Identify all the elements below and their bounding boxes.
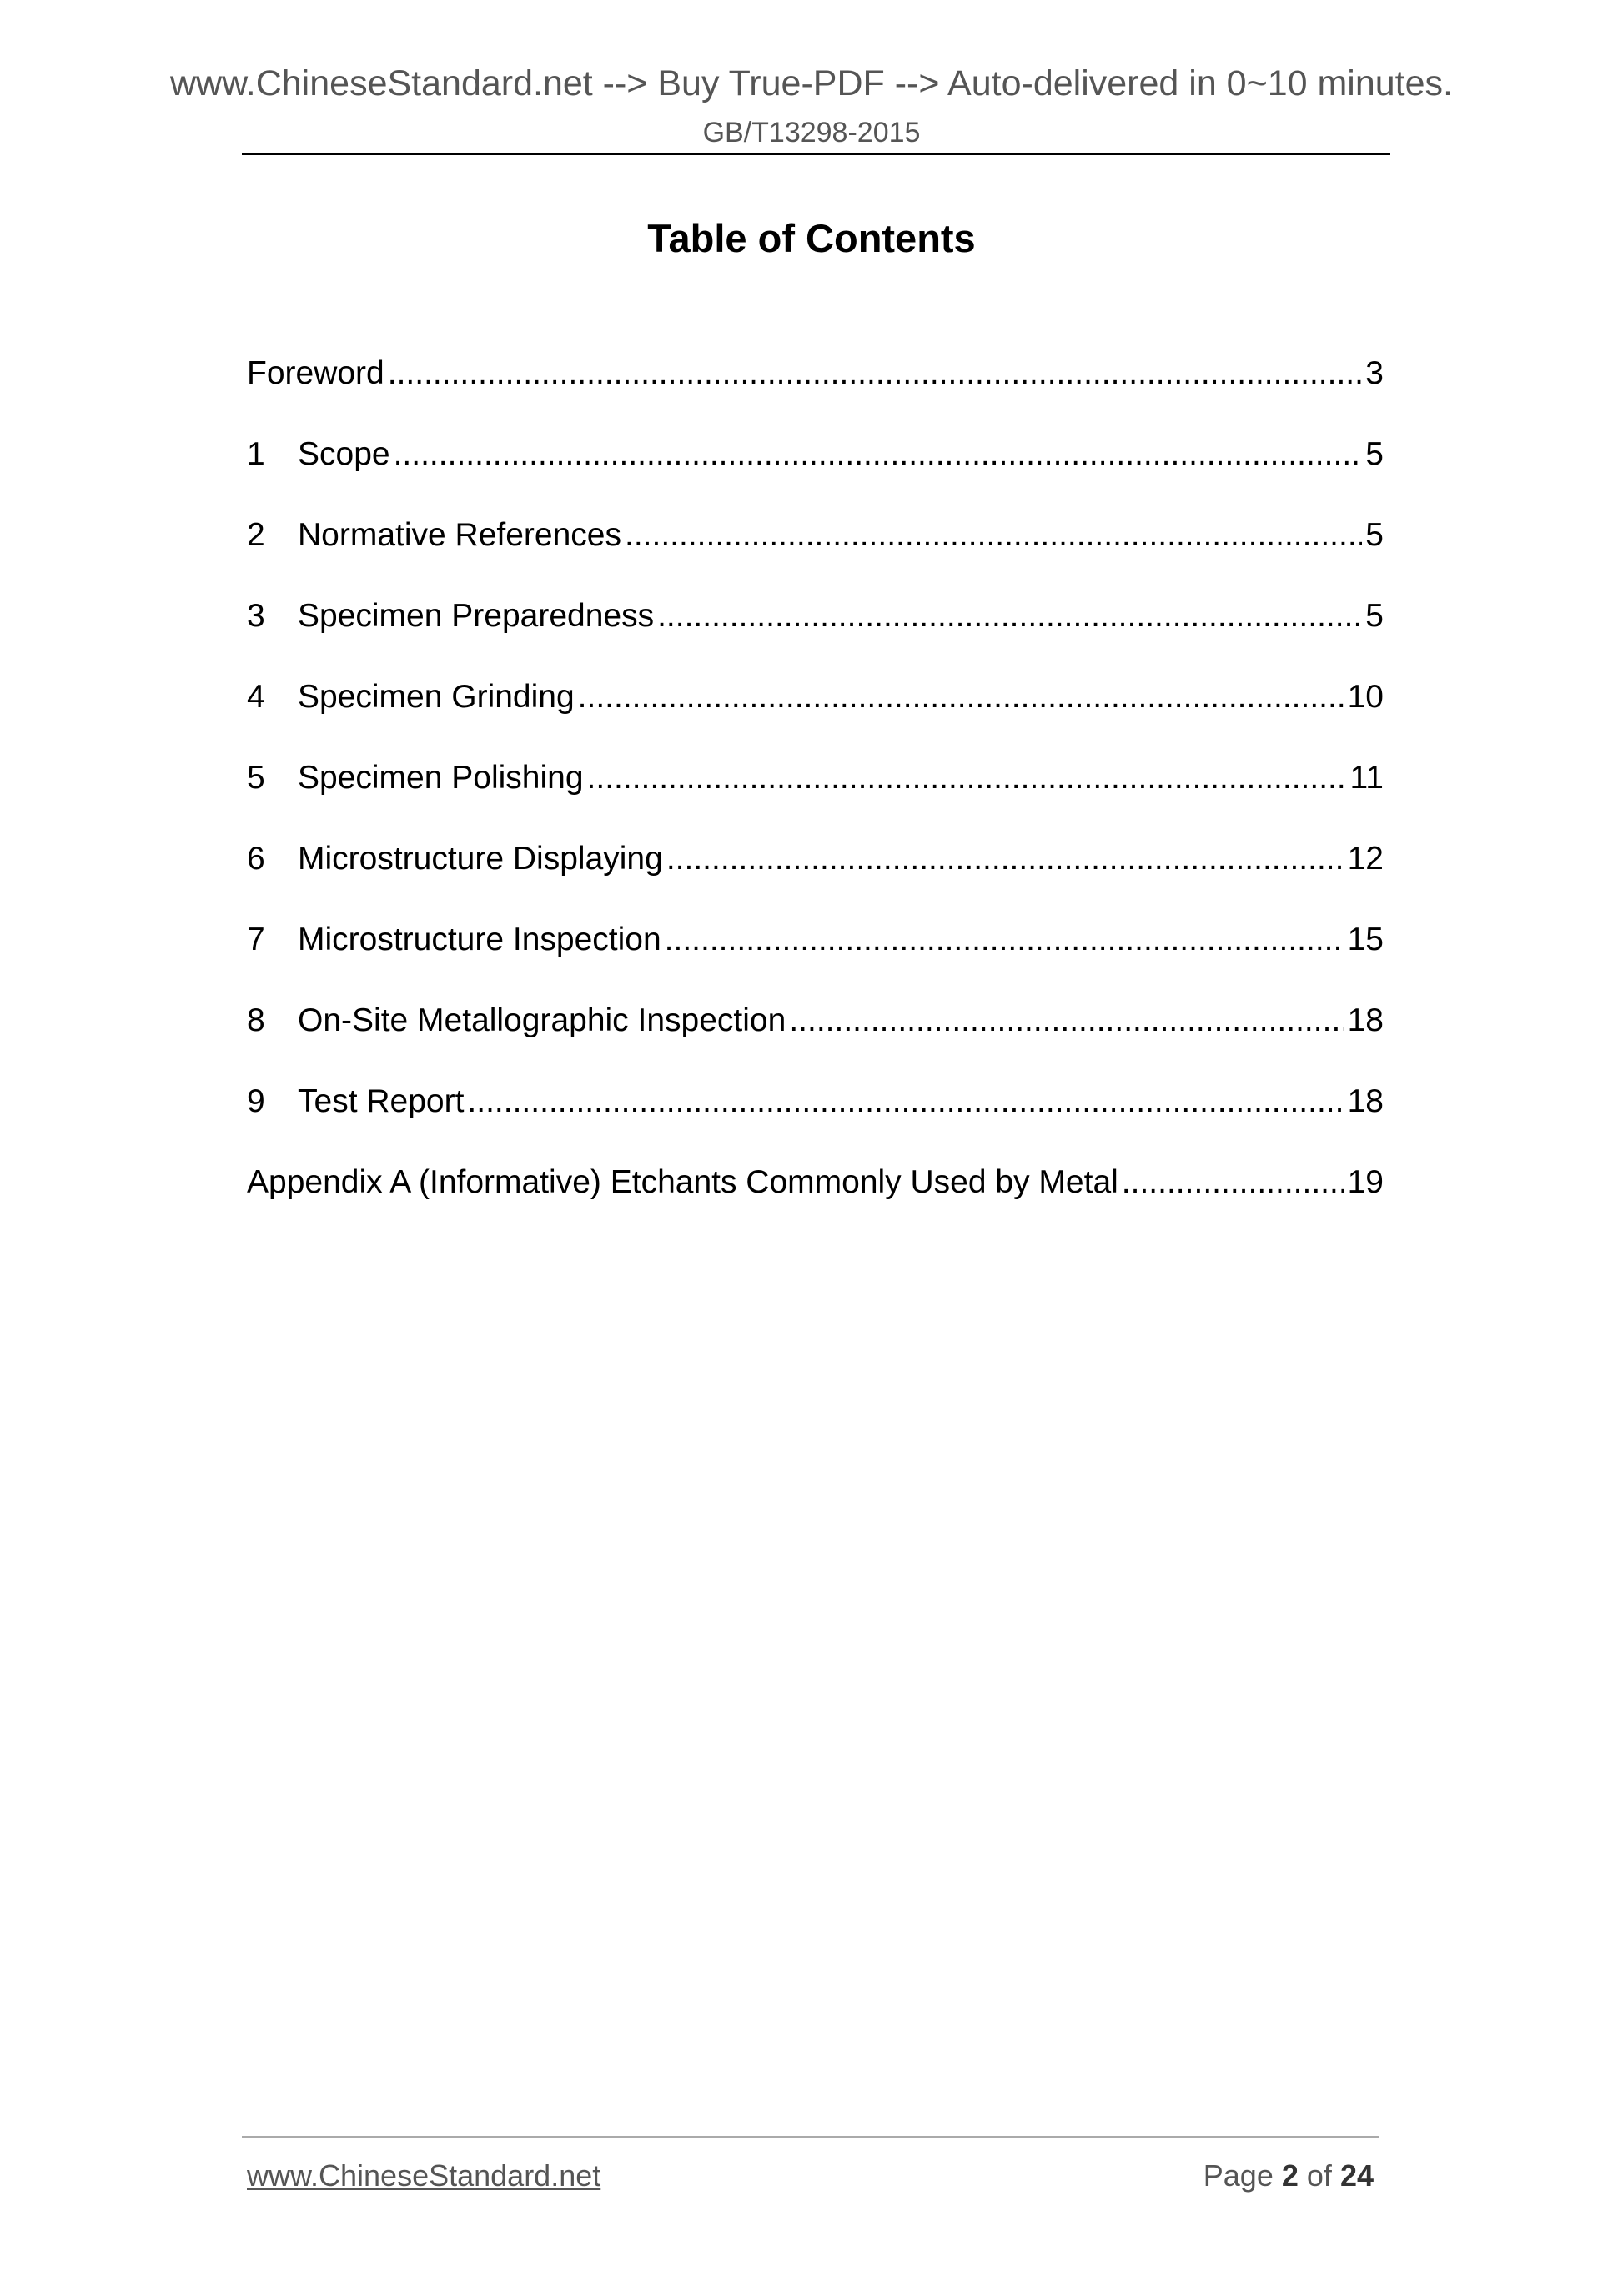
toc-entry-foreword[interactable] — [247, 350, 1384, 431]
toc-dot-leader — [665, 917, 1344, 963]
page-of-label: of — [1306, 2158, 1332, 2193]
toc-entry-title: Test Report — [298, 1083, 465, 1119]
toc-entry-specimen-polishing[interactable] — [247, 755, 1384, 836]
toc-entry-number: 3 — [247, 598, 265, 634]
toc-dot-leader — [625, 512, 1362, 559]
toc-dot-leader — [666, 836, 1344, 882]
page-indicator — [1203, 2158, 1374, 2193]
toc-entry-specimen-grinding[interactable] — [247, 674, 1384, 755]
toc-dot-leader — [467, 1078, 1344, 1125]
toc-entry-page: 3 — [1365, 355, 1384, 391]
toc-entry-number: 6 — [247, 841, 265, 877]
toc-entry-title: Foreword — [247, 355, 384, 391]
toc-entry-page: 5 — [1365, 517, 1384, 553]
total-pages-number: 24 — [1339, 2158, 1374, 2193]
standard-number: GB/T13298-2015 — [702, 117, 921, 148]
toc-entry-microstructure-inspection[interactable] — [247, 917, 1384, 997]
toc-entry-page: 19 — [1347, 1164, 1384, 1200]
page-prefix: Page — [1203, 2158, 1274, 2193]
toc-entry-specimen-preparedness[interactable] — [247, 593, 1384, 674]
toc-dot-leader — [657, 593, 1362, 640]
toc-entry-page: 11 — [1349, 760, 1384, 796]
toc-entry-number: 2 — [247, 517, 265, 553]
toc-entry-page: 15 — [1347, 922, 1384, 957]
toc-entry-title: Appendix A (Informative) Etchants Commonly Used by Metal — [247, 1164, 1118, 1200]
toc-entry-number: 5 — [247, 760, 265, 796]
toc-dot-leader — [1122, 1159, 1344, 1206]
toc-dot-leader — [578, 674, 1344, 721]
toc-entry-page: 18 — [1347, 1083, 1384, 1119]
toc-entry-title: Specimen Grinding — [298, 679, 575, 715]
toc-entry-number: 7 — [247, 922, 265, 957]
header-divider — [242, 153, 1390, 155]
toc-entry-number: 4 — [247, 679, 265, 715]
table-of-contents — [247, 350, 1384, 1240]
toc-dot-leader — [587, 755, 1347, 801]
toc-entry-number: 1 — [247, 436, 265, 472]
toc-entry-page: 5 — [1365, 598, 1384, 634]
toc-entry-page: 5 — [1365, 436, 1384, 472]
footer-divider — [242, 2136, 1379, 2138]
current-page-number: 2 — [1281, 2158, 1299, 2193]
toc-dot-leader — [394, 431, 1363, 478]
toc-entry-number: 9 — [247, 1083, 265, 1119]
toc-entry-title: Normative References — [298, 517, 621, 553]
toc-entry-page: 18 — [1347, 1002, 1384, 1038]
toc-entry-test-report[interactable] — [247, 1078, 1384, 1159]
toc-entry-title: Specimen Preparedness — [298, 598, 655, 634]
toc-entry-page: 10 — [1347, 679, 1384, 715]
page-title: Table of Contents — [647, 216, 976, 260]
toc-entry-appendix-a[interactable] — [247, 1159, 1384, 1240]
toc-entry-title: Scope — [298, 436, 390, 472]
toc-entry-title: Microstructure Displaying — [298, 841, 663, 877]
toc-entry-title: Microstructure Inspection — [298, 922, 661, 957]
toc-dot-leader — [789, 997, 1344, 1044]
toc-entry-scope[interactable] — [247, 431, 1384, 512]
toc-dot-leader — [388, 350, 1363, 397]
toc-entry-title: Specimen Polishing — [298, 760, 584, 796]
toc-entry-title: On-Site Metallographic Inspection — [298, 1002, 786, 1038]
toc-entry-number: 8 — [247, 1002, 265, 1038]
toc-entry-on-site-metallographic-inspection[interactable] — [247, 997, 1384, 1078]
toc-entry-normative-references[interactable] — [247, 512, 1384, 593]
toc-entry-microstructure-displaying[interactable] — [247, 836, 1384, 917]
footer-website-link[interactable]: www.ChineseStandard.net — [247, 2158, 601, 2193]
header-banner: www.ChineseStandard.net --> Buy True-PDF --> Auto-delivered in 0~10 minutes. — [169, 63, 1453, 103]
toc-entry-page: 12 — [1347, 841, 1384, 877]
